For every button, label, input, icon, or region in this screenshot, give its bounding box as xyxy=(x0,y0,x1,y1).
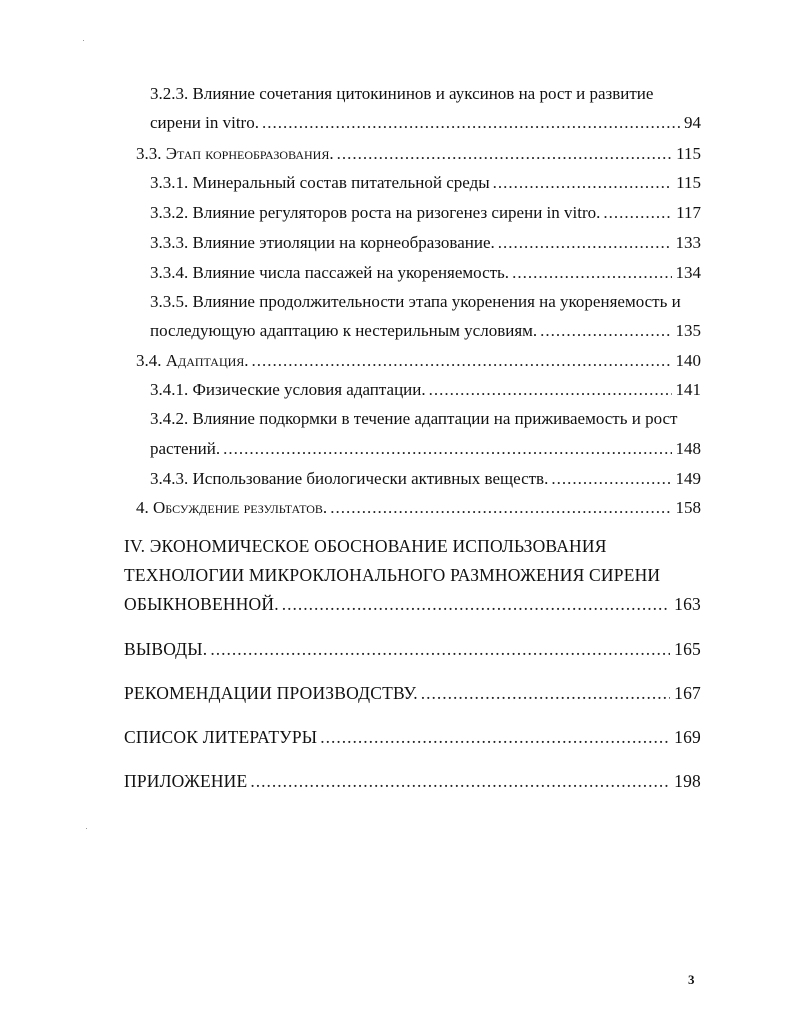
toc-page-3-4-3: 149 xyxy=(675,469,701,488)
toc-conclusions-title: ВЫВОДЫ. xyxy=(124,639,208,659)
dot-leader xyxy=(540,321,671,341)
toc-chapter-iv xyxy=(124,594,701,615)
toc-page-3-4: 140 xyxy=(675,351,701,370)
toc-entry-3-2-3-line2: сирени in vitro. xyxy=(150,113,259,132)
toc-entry-3-4-3-title: 3.4.3. Использование биологически активных веществ. xyxy=(150,469,549,488)
toc-page-references: 169 xyxy=(674,727,701,747)
toc-entry-3-2-3 xyxy=(150,113,701,133)
dot-leader xyxy=(320,727,670,748)
toc-entry-3-4-1 xyxy=(150,380,701,400)
toc-conclusions xyxy=(124,639,701,660)
toc-entry-3-3-1-title: 3.3.1. Минеральный состав питательной среды xyxy=(150,173,490,192)
toc-entry-3-3-4-title: 3.3.4. Влияние числа пассажей на укореняемость. xyxy=(150,263,510,282)
toc-page-3-3: 115 xyxy=(676,144,701,163)
scan-speck xyxy=(83,40,84,41)
dot-leader xyxy=(603,203,672,223)
toc-entry-3-3-3-title: 3.3.3. Влияние этиоляции на корнеобразование. xyxy=(150,233,495,252)
toc-entry-3-4-2 xyxy=(150,439,701,459)
toc-section-3-3 xyxy=(136,144,701,164)
dot-leader xyxy=(421,683,670,704)
toc-appendix-title: ПРИЛОЖЕНИЕ xyxy=(124,771,248,791)
toc-page-3-2-3: 94 xyxy=(684,113,701,132)
toc-appendix xyxy=(124,771,701,792)
toc-chapter-iv-line1: IV. ЭКОНОМИЧЕСКОЕ ОБОСНОВАНИЕ ИСПОЛЬЗОВАНИЯ xyxy=(124,536,607,556)
dot-leader xyxy=(282,594,670,615)
toc-entry-3-3-5-line1: 3.3.5. Влияние продолжительности этапа укоренения на укореняемость и xyxy=(150,292,681,311)
toc-page-3-3-3: 133 xyxy=(675,233,701,252)
toc-entry-3-3-1 xyxy=(150,173,701,193)
dot-leader xyxy=(337,144,673,164)
toc-page-3-3-5: 135 xyxy=(675,321,701,340)
toc-entry-3-3-5 xyxy=(150,321,701,341)
toc-page-3-4-1: 141 xyxy=(675,380,701,399)
toc-page-conclusions: 165 xyxy=(674,639,701,659)
toc-recommendations xyxy=(124,683,701,704)
toc-references-title: СПИСОК ЛИТЕРАТУРЫ xyxy=(124,727,318,747)
toc-section-3-3-title: Этап корнеобразования. xyxy=(165,144,334,163)
toc-chapter-iv-line2: ТЕХНОЛОГИИ МИКРОКЛОНАЛЬНОГО РАЗМНОЖЕНИЯ СИРЕНИ xyxy=(124,565,661,585)
toc-page-iv: 163 xyxy=(674,594,701,614)
toc-entry-3-3-5-line2: последующую адаптацию к нестерильным условиям. xyxy=(150,321,538,340)
dot-leader xyxy=(551,469,671,489)
dot-leader xyxy=(223,439,671,459)
toc-references xyxy=(124,727,701,748)
toc-page-appendix: 198 xyxy=(674,771,701,791)
toc-page-3-3-4: 134 xyxy=(675,263,701,282)
toc-page-3-3-1: 115 xyxy=(676,173,701,192)
toc-section-4 xyxy=(136,498,701,518)
toc-entry-3-2-3-line1: 3.2.3. Влияние сочетания цитокининов и ауксинов на рост и развитие xyxy=(150,84,654,103)
toc-page-3-3-2: 117 xyxy=(676,203,701,222)
toc-page-recommendations: 167 xyxy=(674,683,701,703)
scan-speck xyxy=(86,828,87,829)
dot-leader xyxy=(512,263,671,283)
dot-leader xyxy=(252,351,672,371)
dot-leader xyxy=(429,380,672,400)
toc-entry-3-4-3 xyxy=(150,469,701,489)
toc-entry-3-3-3 xyxy=(150,233,701,253)
toc-entry-3-3-2-title: 3.3.2. Влияние регуляторов роста на ризогенез сирени in vitro. xyxy=(150,203,601,222)
toc-section-3-4-number: 3.4. xyxy=(136,351,162,370)
page-number: 3 xyxy=(688,972,695,987)
dot-leader xyxy=(330,498,671,518)
dot-leader xyxy=(498,233,672,253)
toc-entry-3-3-2 xyxy=(150,203,701,223)
dot-leader xyxy=(262,113,680,133)
toc-section-3-4 xyxy=(136,351,701,371)
toc-entry-3-4-2-line2: растений. xyxy=(150,439,221,458)
toc-section-4-title: Обсуждение результатов. xyxy=(153,498,328,517)
toc-entry-3-4-1-title: 3.4.1. Физические условия адаптации. xyxy=(150,380,426,399)
toc-entry-3-3-4 xyxy=(150,263,701,283)
toc-page-4: 158 xyxy=(675,498,701,517)
toc-section-3-3-number: 3.3. xyxy=(136,144,162,163)
toc-recommendations-title: РЕКОМЕНДАЦИИ ПРОИЗВОДСТВУ. xyxy=(124,683,418,703)
toc-chapter-iv-line3: ОБЫКНОВЕННОЙ. xyxy=(124,594,279,614)
dot-leader xyxy=(493,173,672,193)
dot-leader xyxy=(210,639,670,660)
dot-leader xyxy=(250,771,670,792)
toc-section-3-4-title: Адаптация. xyxy=(165,351,249,370)
toc-page-3-4-2: 148 xyxy=(675,439,701,458)
toc-entry-3-4-2-line1: 3.4.2. Влияние подкормки в течение адаптации на приживаемость и рост xyxy=(150,409,678,428)
toc-section-4-number: 4. xyxy=(136,498,149,517)
